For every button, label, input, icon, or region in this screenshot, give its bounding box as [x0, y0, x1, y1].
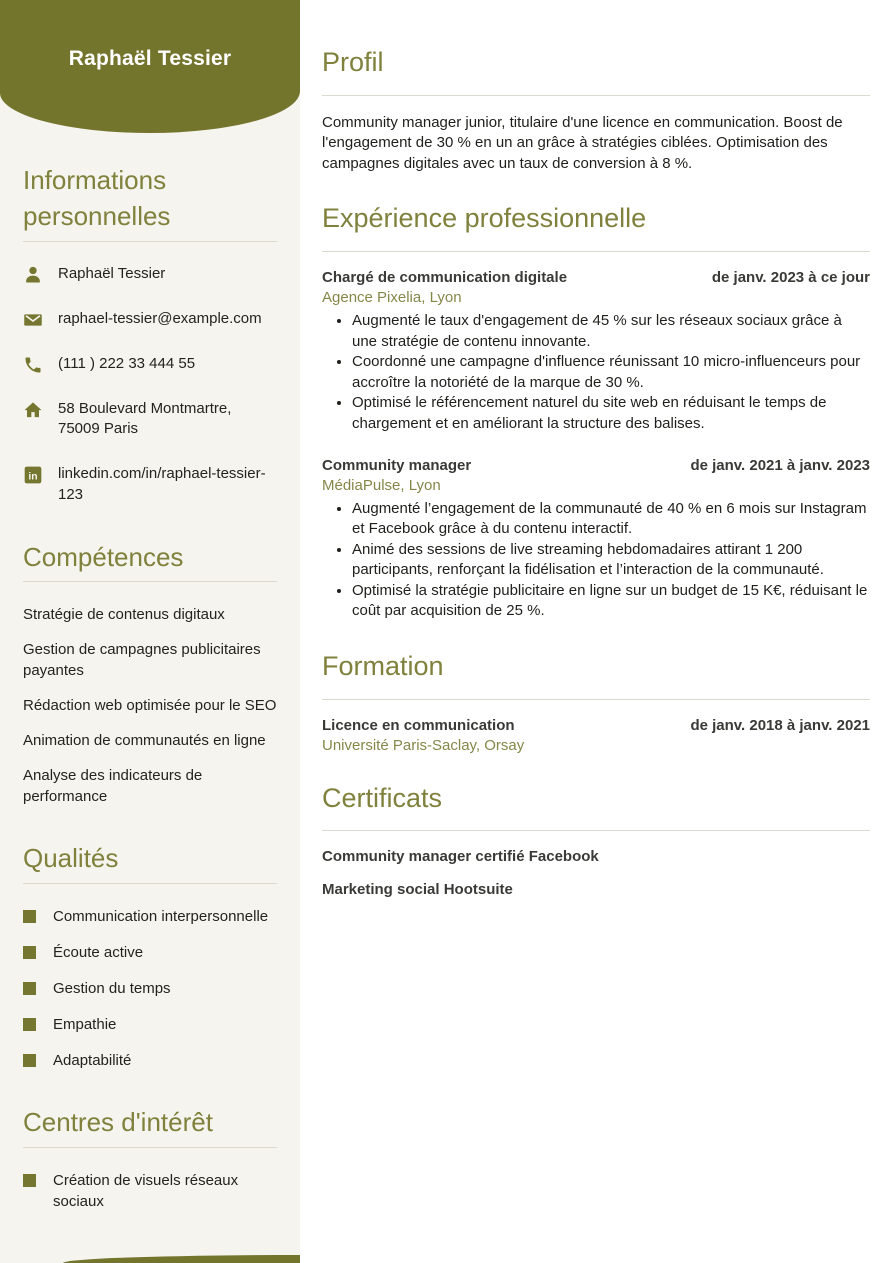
divider [322, 699, 870, 700]
job-bullet: • Augmenté l’engagement de la communauté de 40 % en 6 mois sur Instagram et Facebook grâce à du contenu interactif. [352, 499, 870, 540]
job-period: de janv. 2021 à janv. 2023 [690, 456, 870, 474]
job-company: Agence Pixelia, Lyon [322, 289, 462, 307]
degree-title: Licence en communication [322, 716, 515, 734]
divider [322, 251, 870, 252]
profile-text: Community manager junior, titulaire d'une licence en communication. Boost de l'engagement de 30 % en un an grâce à stratégies ciblées. Optimisation des campagnes digitales avec un taux de conversion à 8 %. [322, 113, 843, 172]
job-bullet: • Optimisé le référencement naturel du site web en réduisant le temps de chargement et en améliorant la structure des balises. [352, 393, 870, 434]
square-bullet-icon [23, 1174, 36, 1187]
quality-item: Adaptabilité [23, 1050, 277, 1071]
contact-row-email [23, 309, 277, 330]
profile-heading: Profil [322, 47, 384, 77]
contact-email-text: raphael-tessier@example.com [58, 309, 262, 327]
certificate-item: Community manager certifié Facebook [322, 848, 599, 866]
job-title: Chargé de communication digitale [322, 269, 568, 287]
education-heading: Formation [322, 650, 444, 681]
sidebar-footer-arc [63, 1255, 300, 1263]
skill-item: Stratégie de contenus digitaux [23, 606, 225, 624]
contact-linkedin-text: linkedin.com/in/raphael-tessier-123 [58, 465, 266, 503]
contact-row-address [23, 399, 277, 440]
quality-item: Communication interpersonnelle [23, 906, 277, 927]
job-bullet: • Coordonné une campagne d'influence réunissant 10 micro-influenceurs pour accroître la notoriété de la marque de 30 %. [352, 352, 870, 393]
job-bullet: • Optimisé la stratégie publicitaire en ligne sur un budget de 15 K€, réduisant le coût par acquisition de 25 %. [352, 581, 870, 622]
square-bullet-icon [23, 1054, 36, 1067]
contact-row-name [23, 264, 277, 285]
job-company: MédiaPulse, Lyon [322, 476, 441, 494]
job-period: de janv. 2023 à ce jour [711, 269, 870, 287]
certificate-item: Marketing social Hootsuite [322, 881, 513, 899]
job-bullet: • Animé des sessions de live streaming hebdomadaires attirant 1 200 participants, renforçant la fidélisation et l’interaction de la communauté. [352, 540, 870, 581]
skill-item: Animation de communautés en ligne [23, 732, 266, 750]
square-bullet-icon [23, 982, 36, 995]
contact-phone-text: (111 ) 222 33 444 55 [58, 354, 196, 372]
experience-entry [322, 269, 870, 434]
certificates-heading: Certificats [322, 782, 443, 813]
main-content [300, 0, 893, 1263]
quality-item: Gestion du temps [23, 978, 277, 999]
education-entry [322, 717, 870, 754]
quality-item: Écoute active [23, 942, 277, 963]
home-icon [23, 400, 43, 420]
linkedin-icon [23, 465, 43, 485]
contact-address-text: 58 Boulevard Montmartre, 75009 Paris [58, 399, 232, 438]
degree-period: de janv. 2018 à janv. 2021 [690, 716, 870, 734]
contact-name-text: Raphaël Tessier [58, 264, 166, 282]
phone-icon [23, 355, 43, 375]
job-bullet-list [322, 499, 870, 622]
square-bullet-icon [23, 946, 36, 959]
interest-item: Création de visuels réseaux sociaux [23, 1170, 277, 1212]
interests-heading: Centres d'intérêt [23, 1107, 213, 1138]
contact-row-phone [23, 354, 277, 375]
svg-text:in: in [28, 471, 38, 483]
experience-entry [322, 457, 870, 622]
divider [23, 581, 277, 582]
job-bullet: • Augmenté le taux d'engagement de 45 % sur les réseaux sociaux grâce à une stratégie de contenu innovante. [352, 311, 870, 352]
job-title: Community manager [322, 456, 472, 474]
quality-item: Empathie [23, 1014, 277, 1035]
square-bullet-icon [23, 1018, 36, 1031]
person-name: Raphaël Tessier [68, 47, 232, 70]
degree-school: Université Paris-Saclay, Orsay [322, 736, 525, 754]
job-bullet-list [322, 311, 870, 434]
contact-row-linkedin [23, 464, 277, 505]
skill-item: Rédaction web optimisée pour le SEO [23, 697, 277, 715]
divider [322, 95, 870, 96]
qualities-heading: Qualités [23, 843, 119, 874]
square-bullet-icon [23, 910, 36, 923]
sidebar-header [0, 0, 300, 133]
divider [23, 883, 277, 884]
skill-item: Analyse des indicateurs de performance [23, 767, 203, 806]
divider [23, 1147, 277, 1148]
divider [23, 241, 277, 242]
sidebar [0, 0, 300, 1263]
skill-item: Gestion de campagnes publicitaires payantes [23, 641, 261, 680]
person-icon [23, 265, 43, 285]
personal-info-heading: Informations personnelles [23, 165, 171, 231]
divider [322, 830, 870, 831]
email-icon [23, 310, 43, 330]
skills-heading: Compétences [23, 541, 184, 572]
experience-heading: Expérience professionnelle [322, 203, 647, 234]
